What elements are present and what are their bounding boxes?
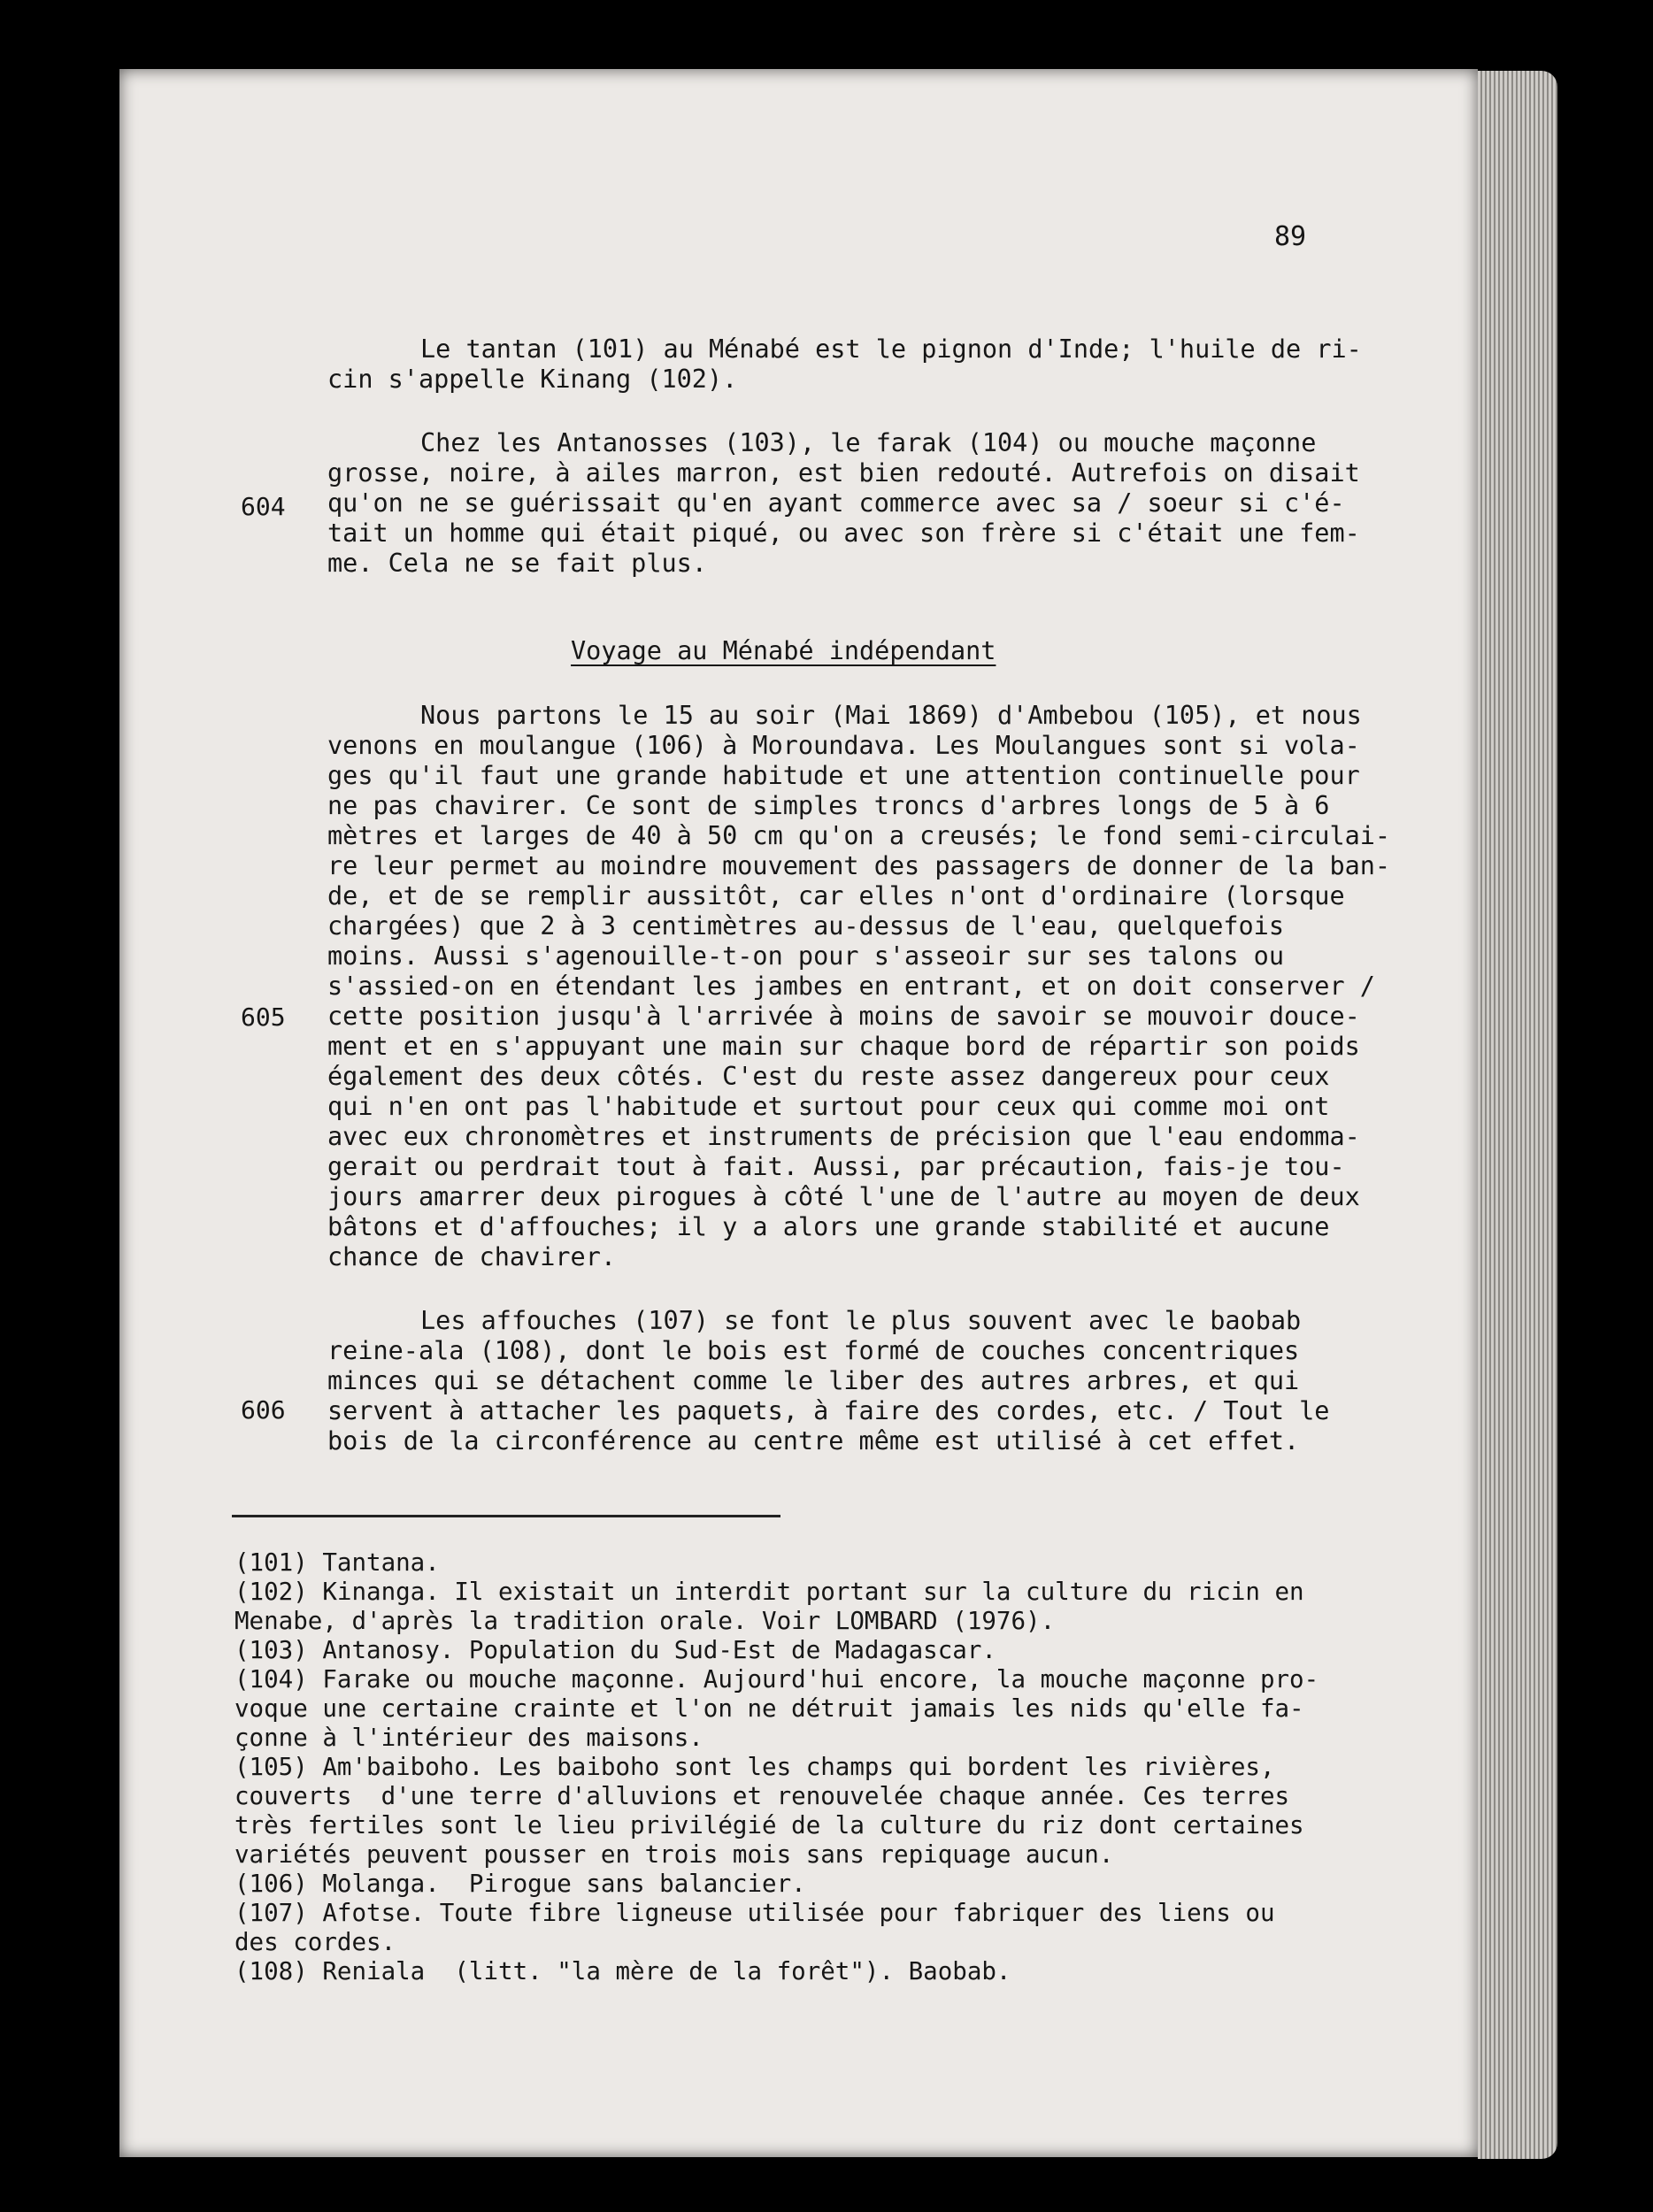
text-line: s'assied-on en étendant les jambes en entrant, et on doit conserver /	[327, 972, 1375, 1001]
text-line: Chez les Antanosses (103), le farak (104) ou mouche maçonne	[420, 428, 1317, 457]
text-line: qui n'en ont pas l'habitude et surtout pour ceux qui comme moi ont	[327, 1092, 1330, 1121]
text-line: moins. Aussi s'agenouille-t-on pour s'asseoir sur ses talons ou	[327, 941, 1284, 971]
text-line: ment et en s'appuyant une main sur chaque bord de répartir son poids	[327, 1032, 1360, 1061]
text-line: Le tantan (101) au Ménabé est le pignon d'Inde; l'huile de ri-	[420, 334, 1362, 364]
footnote-line: voque une certaine crainte et l'on ne détruit jamais les nids qu'elle fa-	[234, 1694, 1304, 1723]
text-line: ne pas chavirer. Ce sont de simples troncs d'arbres longs de 5 à 6	[327, 791, 1330, 820]
text-line: qu'on ne se guérissait qu'en ayant commerce avec sa / soeur si c'é-	[327, 488, 1345, 518]
text-line: jours amarrer deux pirogues à côté l'une de l'autre au moyen de deux	[327, 1182, 1360, 1211]
text-line: chance de chavirer.	[327, 1242, 617, 1271]
text-line: de, et de se remplir aussitôt, car elles n'ont d'ordinaire (lorsque	[327, 881, 1345, 910]
footnote-line: (108) Reniala (litt. "la mère de la forêt"). Baobab.	[234, 1957, 1011, 1985]
text-line: re leur permet au moindre mouvement des passagers de donner de la ban-	[327, 851, 1391, 880]
margin-number-604: 604	[241, 492, 286, 521]
text-line: mètres et larges de 40 à 50 cm qu'on a creusés; le fond semi-circulai-	[327, 821, 1391, 850]
text-line: reine-ala (108), dont le bois est formé de couches concentriques	[327, 1336, 1300, 1365]
section-heading: Voyage au Ménabé indépendant	[571, 636, 996, 665]
text-line: bois de la circonférence au centre même est utilisé à cet effet.	[327, 1426, 1300, 1455]
footnote-line: Menabe, d'après la tradition orale. Voir LOMBARD (1976).	[234, 1607, 1056, 1635]
footnote-line: (107) Afotse. Toute fibre ligneuse utilisée pour fabriquer des liens ou	[234, 1899, 1275, 1927]
footnote-line: variétés peuvent pousser en trois mois sans repiquage aucun.	[234, 1840, 1114, 1869]
margin-number-605: 605	[241, 1002, 286, 1032]
text-line: tait un homme qui était piqué, ou avec son frère si c'était une fem-	[327, 518, 1360, 548]
text-line: venons en moulangue (106) à Moroundava. Les Moulangues sont si vola-	[327, 731, 1360, 760]
footnote-line: (101) Tantana.	[234, 1548, 440, 1577]
text-line: cette position jusqu'à l'arrivée à moins de savoir se mouvoir douce-	[327, 1002, 1360, 1031]
text-line: cin s'appelle Kinang (102).	[327, 365, 738, 394]
footnote-rule	[232, 1515, 780, 1517]
text-line: également des deux côtés. C'est du reste assez dangereux pour ceux	[327, 1062, 1330, 1091]
footnote-line: çonne à l'intérieur des maisons.	[234, 1724, 703, 1752]
footnote-line: (106) Molanga. Pirogue sans balancier.	[234, 1870, 806, 1898]
footnote-line: (102) Kinanga. Il existait un interdit portant sur la culture du ricin en	[234, 1578, 1304, 1606]
footnote-line: (105) Am'baiboho. Les baiboho sont les champs qui bordent les rivières,	[234, 1753, 1275, 1781]
page-edges	[1478, 71, 1557, 2159]
text-line: me. Cela ne se fait plus.	[327, 549, 707, 578]
text-line: minces qui se détachent comme le liber des autres arbres, et qui	[327, 1366, 1300, 1395]
text-line: gerait ou perdrait tout à fait. Aussi, par précaution, fais-je tou-	[327, 1152, 1345, 1181]
text-line: grosse, noire, à ailes marron, est bien redouté. Autrefois on disait	[327, 458, 1360, 488]
text-line: chargées) que 2 à 3 centimètres au-dessus de l'eau, quelquefois	[327, 911, 1284, 941]
page-number: 89	[1274, 221, 1307, 252]
text-line: Les affouches (107) se font le plus souvent avec le baobab	[420, 1306, 1302, 1335]
footnote-line: des cordes.	[234, 1928, 396, 1956]
text-line: avec eux chronomètres et instruments de précision que l'eau endomma-	[327, 1122, 1360, 1151]
margin-number-606: 606	[241, 1395, 286, 1425]
footnote-line: couverts d'une terre d'alluvions et renouvelée chaque année. Ces terres	[234, 1782, 1290, 1810]
footnote-line: (103) Antanosy. Population du Sud-Est de Madagascar.	[234, 1636, 996, 1664]
text-line: bâtons et d'affouches; il y a alors une grande stabilité et aucune	[327, 1212, 1330, 1241]
text-line: ges qu'il faut une grande habitude et une attention continuelle pour	[327, 761, 1360, 790]
text-line: Nous partons le 15 au soir (Mai 1869) d'Ambebou (105), et nous	[420, 701, 1362, 730]
text-line: servent à attacher les paquets, à faire des cordes, etc. / Tout le	[327, 1396, 1330, 1425]
footnote-line: très fertiles sont le lieu privilégié de la culture du riz dont certaines	[234, 1811, 1304, 1839]
footnote-line: (104) Farake ou mouche maçonne. Aujourd'hui encore, la mouche maçonne pro-	[234, 1665, 1319, 1694]
